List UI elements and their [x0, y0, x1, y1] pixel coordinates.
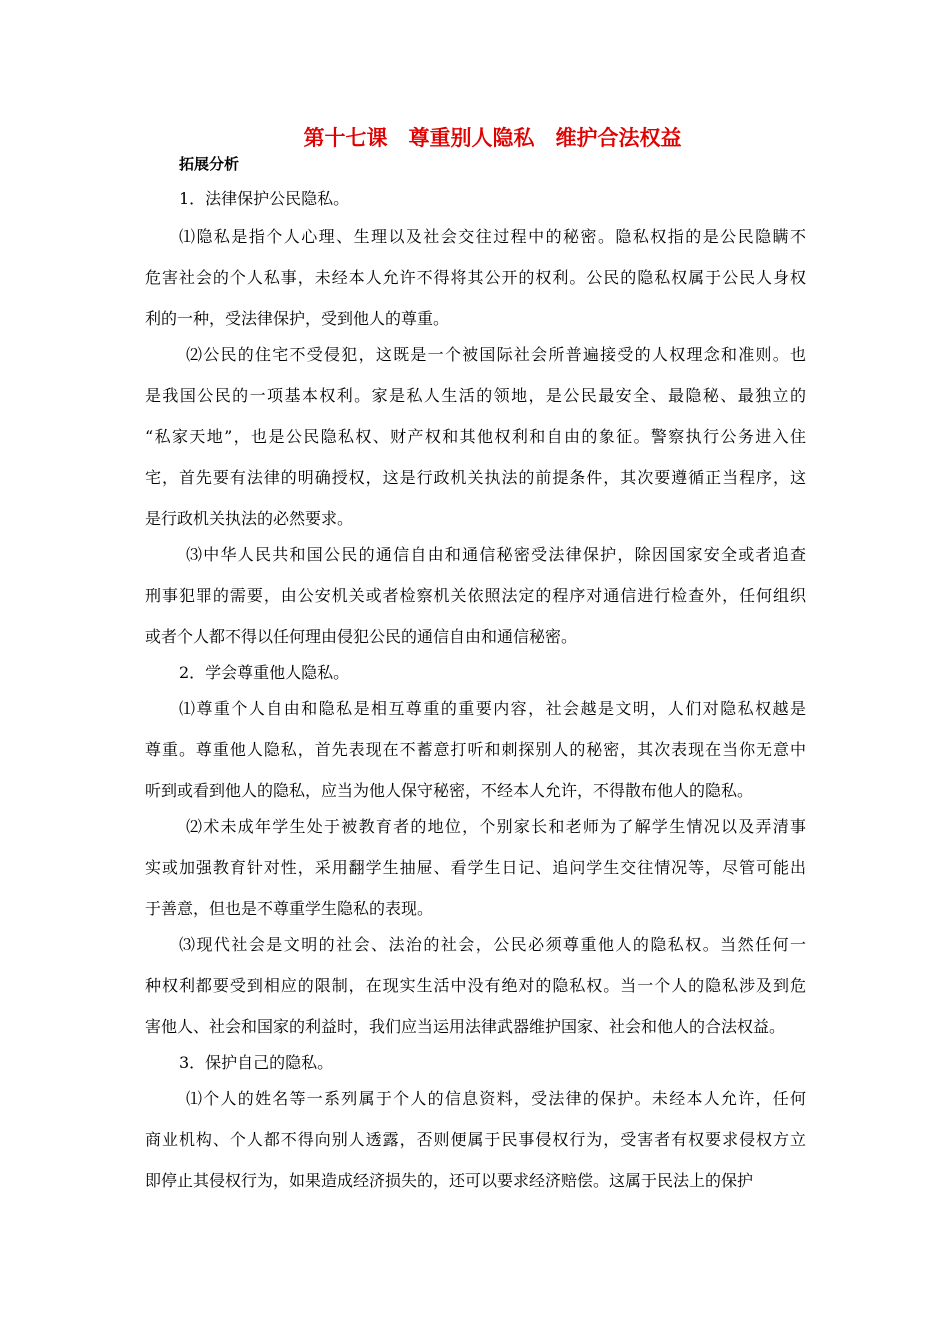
point-heading: 2．学会尊重他人隐私。 — [179, 663, 350, 682]
paragraph-line: ⑴尊重个人自由和隐私是相互尊重的重要内容，社会越是文明，人们对隐私权越是 — [179, 699, 806, 718]
paragraph-line: 危害社会的个人私事，未经本人允许不得将其公开的权利。公民的隐私权属于公民人身权 — [145, 268, 806, 287]
paragraph-line: ⑵公民的住宅不受侵犯，这既是一个被国际社会所普遍接受的人权理念和准则。也 — [186, 345, 806, 364]
paragraph-line: 听到或看到他人的隐私，应当为他人保守秘密，不经本人允许，不得散布他人的隐私。 — [145, 781, 754, 800]
paragraph-line: 利的一种，受法律保护，受到他人的尊重。 — [145, 309, 450, 328]
paragraph-line: 种权利都要受到相应的限制，在现实生活中没有绝对的隐私权。当一个人的隐私涉及到危 — [145, 976, 806, 995]
document-title: 第十七课 尊重别人隐私 维护合法权益 — [303, 126, 682, 150]
paragraph-line: 宅，首先要有法律的明确授权，这是行政机关执法的前提条件，其次要遵循正当程序，这 — [145, 468, 806, 487]
paragraph-line: 是我国公民的一项基本权利。家是私人生活的领地，是公民最安全、最隐秘、最独立的 — [145, 386, 806, 405]
paragraph-line: ⑴个人的姓名等一系列属于个人的信息资料，受法律的保护。未经本人允许，任何 — [186, 1089, 806, 1108]
paragraph-line: “私家天地”，也是公民隐私权、财产权和其他权利和自由的象征。警察执行公务进入住 — [145, 427, 806, 446]
section-heading: 拓展分析 — [179, 155, 240, 173]
paragraph-line: 即停止其侵权行为，如果造成经济损失的，还可以要求经济赔偿。这属于民法上的保护 — [145, 1171, 754, 1190]
paragraph-line: 害他人、社会和国家的利益时，我们应当运用法律武器维护国家、社会和他人的合法权益。 — [145, 1017, 786, 1036]
point-heading: 1．法律保护公民隐私。 — [179, 189, 350, 208]
point-heading: 3．保护自己的隐私。 — [179, 1053, 334, 1072]
paragraph-line: 或者个人都不得以任何理由侵犯公民的通信自由和通信秘密。 — [145, 627, 578, 646]
paragraph-line: ⑴隐私是指个人心理、生理以及社会交往过程中的秘密。隐私权指的是公民隐瞒不 — [179, 227, 806, 246]
paragraph-line: 刑事犯罪的需要，由公安机关或者检察机关依照法定的程序对通信进行检查外，任何组织 — [145, 586, 806, 605]
paragraph-line: 商业机构、个人都不得向别人透露，否则便属于民事侵权行为，受害者有权要求侵权方立 — [145, 1130, 806, 1149]
paragraph-line: 尊重。尊重他人隐私，首先表现在不蓄意打听和刺探别人的秘密，其次表现在当你无意中 — [145, 740, 806, 759]
paragraph-line: 实或加强教育针对性，采用翻学生抽屉、看学生日记、追问学生交往情况等，尽管可能出 — [145, 858, 806, 877]
paragraph-line: ⑶中华人民共和国公民的通信自由和通信秘密受法律保护，除因国家安全或者追查 — [186, 545, 806, 564]
paragraph-line: ⑶现代社会是文明的社会、法治的社会，公民必须尊重他人的隐私权。当然任何一 — [179, 935, 806, 954]
paragraph-line: 是行政机关执法的必然要求。 — [145, 509, 354, 528]
paragraph-line: ⑵术未成年学生处于被教育者的地位，个别家长和老师为了解学生情况以及弄清事 — [186, 817, 806, 836]
paragraph-line: 于善意，但也是不尊重学生隐私的表现。 — [145, 899, 434, 918]
